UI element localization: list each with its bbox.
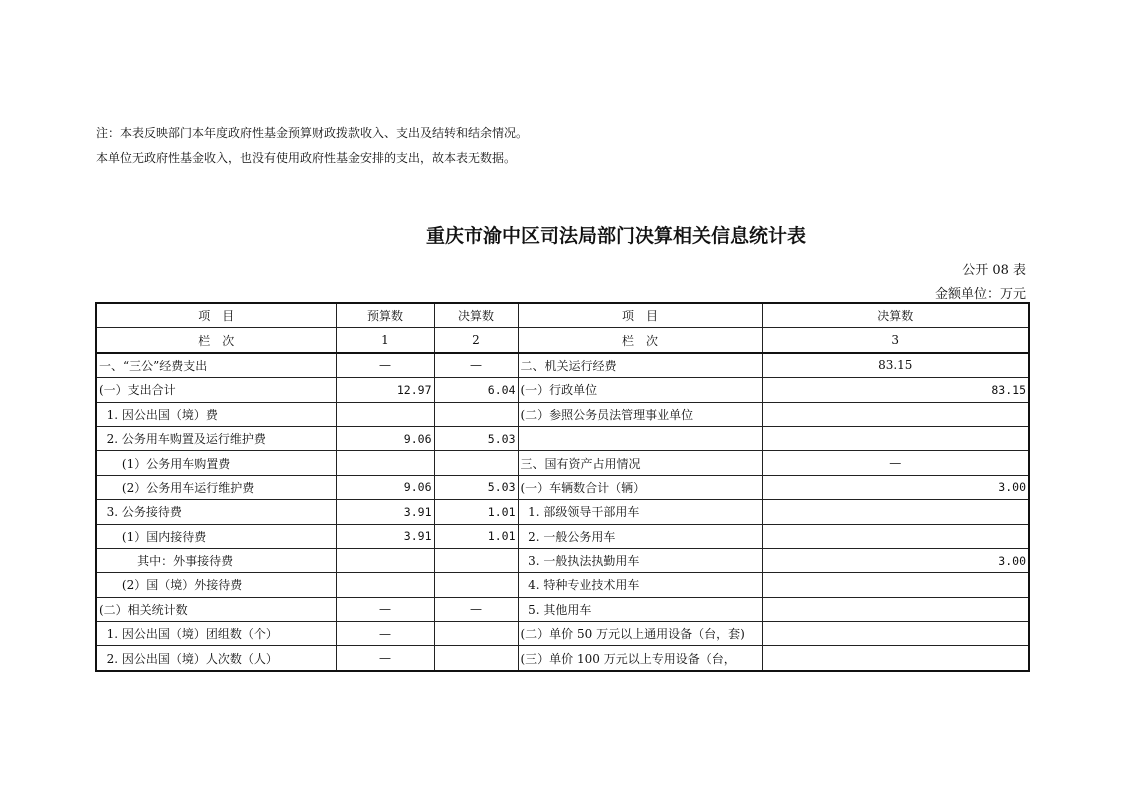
table-cell: 12.97	[336, 378, 434, 402]
table-row	[96, 548, 1029, 572]
table-row	[96, 524, 1029, 548]
header-cell: 决算数	[434, 303, 518, 328]
table-cell: —	[336, 353, 434, 378]
table-row	[96, 451, 1029, 475]
table-row	[96, 475, 1029, 499]
table-cell: 5.03	[434, 426, 518, 450]
table-cell: 2. 因公出国（境）人次数（人）	[96, 646, 336, 671]
table-cell: 其中：外事接待费	[96, 548, 336, 572]
header-cell: 1	[336, 328, 434, 353]
table-cell	[434, 402, 518, 426]
header-cell: 预算数	[336, 303, 434, 328]
table-cell	[336, 402, 434, 426]
table-cell: 3. 一般执法执勤用车	[518, 548, 762, 572]
table-cell	[434, 548, 518, 572]
header-cell: 栏 次	[96, 328, 336, 353]
table-cell: 9.06	[336, 426, 434, 450]
table-row	[96, 622, 1029, 646]
table-row	[96, 500, 1029, 524]
table-cell: 2. 公务用车购置及运行维护费	[96, 426, 336, 450]
table-cell	[518, 426, 762, 450]
table-cell: (2）国（境）外接待费	[96, 573, 336, 597]
table-cell	[762, 402, 1029, 426]
form-number: 公开 08 表	[962, 263, 1026, 278]
table-row	[96, 573, 1029, 597]
table-cell: —	[434, 353, 518, 378]
table-cell	[336, 573, 434, 597]
table-cell	[762, 646, 1029, 671]
table-cell	[762, 500, 1029, 524]
table-cell	[762, 622, 1029, 646]
table-cell: 83.15	[762, 378, 1029, 402]
table-cell: 3.00	[762, 475, 1029, 499]
table-row	[96, 646, 1029, 671]
header-cell: 栏 次	[518, 328, 762, 353]
table-cell: 3.91	[336, 500, 434, 524]
table-cell: 一、“三公”经费支出	[96, 353, 336, 378]
table-cell: 1. 部级领导干部用车	[518, 500, 762, 524]
table-cell: 3.91	[336, 524, 434, 548]
table-cell: 5. 其他用车	[518, 597, 762, 621]
table-cell: 2. 一般公务用车	[518, 524, 762, 548]
table-cell: (1）国内接待费	[96, 524, 336, 548]
table-cell	[434, 451, 518, 475]
table-cell	[762, 573, 1029, 597]
page-title: 重庆市渝中区司法局部门决算相关信息统计表	[425, 225, 806, 247]
table-row	[96, 426, 1029, 450]
table-cell: 1.01	[434, 524, 518, 548]
header-cell: 2	[434, 328, 518, 353]
table-cell	[434, 646, 518, 671]
table-cell: (二）单价 50 万元以上通用设备（台，套)	[518, 622, 762, 646]
table-cell: 83.15	[762, 353, 1029, 378]
table-cell: —	[336, 597, 434, 621]
table-cell	[434, 622, 518, 646]
table-cell: (一）行政单位	[518, 378, 762, 402]
table-row	[96, 597, 1029, 621]
table-cell: —	[336, 646, 434, 671]
table-cell	[762, 524, 1029, 548]
table-cell: 5.03	[434, 475, 518, 499]
table-cell: 1. 因公出国（境）费	[96, 402, 336, 426]
table-cell: 二、机关运行经费	[518, 353, 762, 378]
table-cell: (二）相关统计数	[96, 597, 336, 621]
header-cell: 项 目	[96, 303, 336, 328]
table-cell: (2）公务用车运行维护费	[96, 475, 336, 499]
header-cell: 决算数	[762, 303, 1029, 328]
table-column-index-row	[96, 328, 1029, 353]
table-cell: 3. 公务接待费	[96, 500, 336, 524]
table-cell	[762, 426, 1029, 450]
table-cell	[434, 573, 518, 597]
table-cell: —	[336, 622, 434, 646]
table-cell: (一）车辆数合计（辆）	[518, 475, 762, 499]
header-cell: 项 目	[518, 303, 762, 328]
table-cell: 4. 特种专业技术用车	[518, 573, 762, 597]
table-row	[96, 402, 1029, 426]
table-cell: (三）单价 100 万元以上专用设备（台，	[518, 646, 762, 671]
table-row	[96, 378, 1029, 402]
table-cell: 3.00	[762, 548, 1029, 572]
table-cell: 1. 因公出国（境）团组数（个）	[96, 622, 336, 646]
table-cell	[336, 548, 434, 572]
table-cell: (一）支出合计	[96, 378, 336, 402]
amount-unit: 金额单位：万元	[934, 287, 1026, 302]
header-cell: 3	[762, 328, 1029, 353]
table-body	[96, 353, 1029, 671]
note-line-2: 本单位无政府性基金收入，也没有使用政府性基金安排的支出，故本表无数据。	[96, 151, 517, 165]
table-header-row	[96, 303, 1029, 328]
table-cell: 1.01	[434, 500, 518, 524]
table-cell: —	[762, 451, 1029, 475]
table-cell: (二）参照公务员法管理事业单位	[518, 402, 762, 426]
table-row	[96, 353, 1029, 378]
table-cell: 9.06	[336, 475, 434, 499]
table-cell: 6.04	[434, 378, 518, 402]
table-cell: —	[434, 597, 518, 621]
table-cell: (1）公务用车购置费	[96, 451, 336, 475]
table-cell	[336, 451, 434, 475]
statistics-table	[95, 302, 1030, 672]
table-cell	[762, 597, 1029, 621]
note-line-1: 注：本表反映部门本年度政府性基金预算财政拨款收入、支出及结转和结余情况。	[96, 126, 529, 140]
table-cell: 三、国有资产占用情况	[518, 451, 762, 475]
